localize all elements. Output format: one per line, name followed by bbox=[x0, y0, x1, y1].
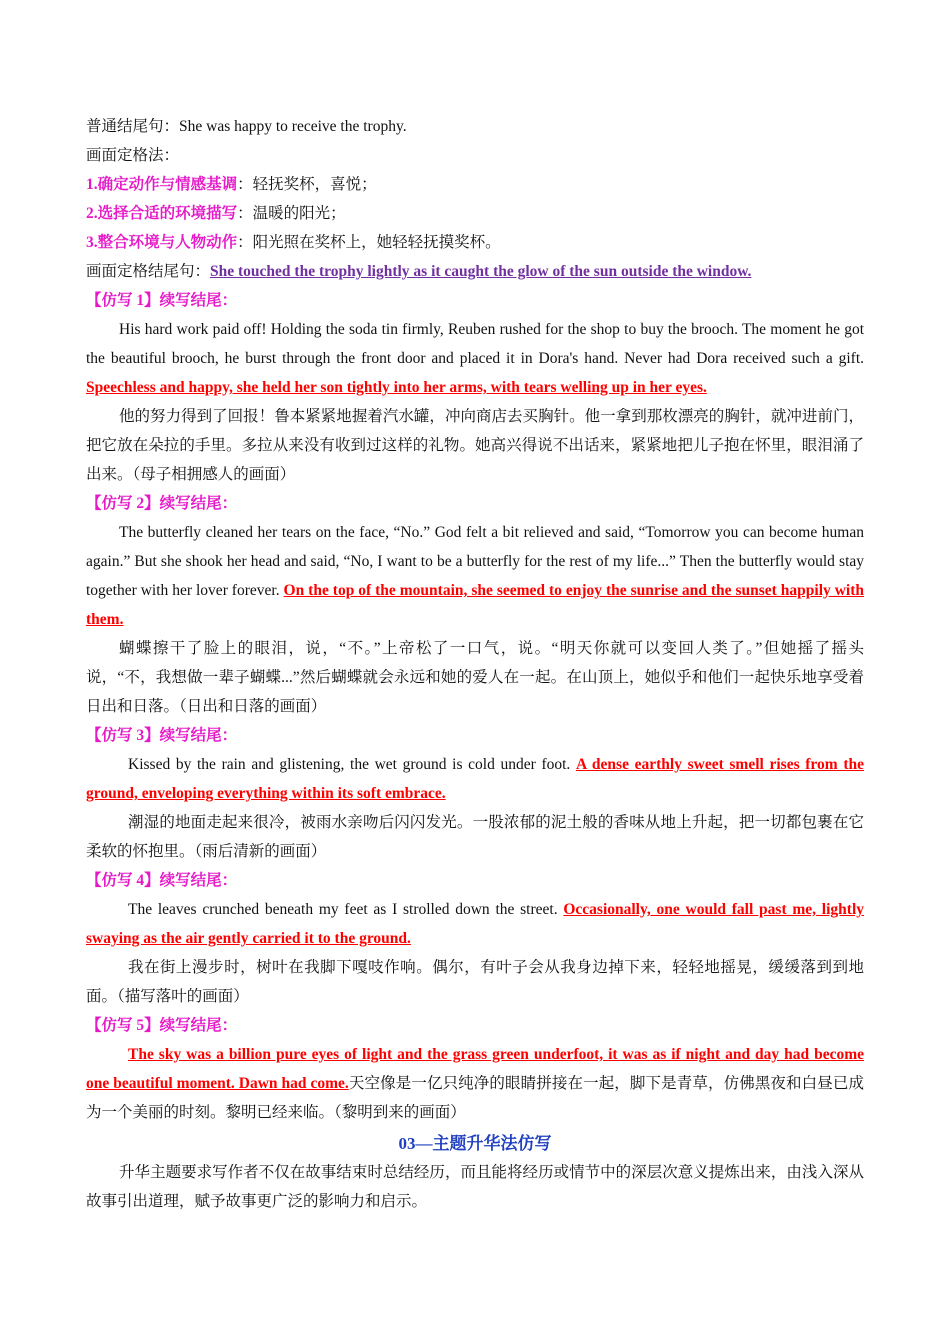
example-5-chinese: 天空像是一亿只纯净的眼睛拼接在一起，脚下是青草，仿佛黑夜和白昼已成为一个美丽的时刻。黎明已经来临。（黎明到来的画面） bbox=[86, 1075, 864, 1121]
example-3-plain: Kissed by the rain and glistening, the wet ground is cold under foot. bbox=[128, 756, 576, 773]
example-2-english bbox=[86, 518, 864, 634]
step-2-label: 2.选择合适的环境描写 bbox=[86, 205, 238, 222]
step-1-text: ：轻抚奖杯，喜悦； bbox=[237, 176, 377, 193]
step-1 bbox=[86, 170, 864, 199]
example-3-heading: 【仿写 3】续写结尾： bbox=[86, 727, 238, 744]
example-3-chinese: 潮湿的地面走起来很冷，被雨水亲吻后闪闪发光。一股浓郁的泥土般的香味从地上升起，把一切都包裹在它柔软的怀抱里。（雨后清新的画面） bbox=[86, 814, 864, 860]
example-1-highlight: Speechless and happy, she held her son tightly into her arms, with tears welling up in her eyes. bbox=[86, 379, 707, 396]
example-5-body bbox=[86, 1040, 864, 1127]
ordinary-ending-label: 普通结尾句： bbox=[86, 118, 180, 135]
example-5-highlight: The sky was a billion pure eyes of light and the grass green underfoot, it was as if night and day had become one beautiful moment. Dawn had come. bbox=[86, 1046, 864, 1092]
final-sentence-text: She touched the trophy lightly as it caught the glow of the sun outside the window. bbox=[210, 263, 752, 280]
step-2 bbox=[86, 199, 864, 228]
step-1-label: 1.确定动作与情感基调 bbox=[86, 176, 238, 193]
example-4-english bbox=[86, 895, 864, 953]
step-3-label: 3.整合环境与人物动作 bbox=[86, 234, 238, 251]
ordinary-ending-line bbox=[86, 112, 864, 141]
section-body: 升华主题要求写作者不仅在故事结束时总结经历，而且能将经历或情节中的深层次意义提炼出来，由浅入深从故事引出道理，赋予故事更广泛的影响力和启示。 bbox=[86, 1164, 864, 1210]
step-2-text: ：温暖的阳光； bbox=[237, 205, 346, 222]
example-2-plain: The butterfly cleaned her tears on the face, “No.” God felt a bit relieved and said, “Tomorrow you can become human again.” But she shook her head and said, “No, I want to be a butterfly for the rest of my life...” Then the butterfly would stay together with her lover forever. bbox=[86, 524, 864, 599]
example-4-heading: 【仿写 4】续写结尾： bbox=[86, 872, 238, 889]
example-2-chinese: 蝴蝶擦干了脸上的眼泪，说，“不。”上帝松了一口气，说。“明天你就可以变回人类了。”但她摇了摇头说，“不，我想做一辈子蝴蝶...”然后蝴蝶就会永远和她的爱人在一起。在山顶上，她似乎和他们一起快乐地享受着日出和日落。（日出和日落的画面） bbox=[86, 640, 864, 715]
ordinary-ending-text: She was happy to receive the trophy. bbox=[179, 118, 407, 135]
final-sentence-line bbox=[86, 257, 864, 286]
section-title: 03—主题升华法仿写 bbox=[398, 1134, 552, 1153]
step-3 bbox=[86, 228, 864, 257]
example-4-highlight: Occasionally, one would fall past me, lightly swaying as the air gently carried it to the ground. bbox=[86, 901, 864, 947]
example-3-english bbox=[86, 750, 864, 808]
example-3-highlight: A dense earthly sweet smell rises from the ground, enveloping everything within its soft embrace. bbox=[86, 756, 864, 802]
document-page bbox=[86, 112, 864, 1216]
example-2-highlight: On the top of the mountain, she seemed to enjoy the sunrise and the sunset happily with them. bbox=[86, 582, 864, 628]
example-1-english bbox=[86, 315, 864, 402]
example-4-plain: The leaves crunched beneath my feet as I strolled down the street. bbox=[128, 901, 564, 918]
method-label: 画面定格法： bbox=[86, 147, 180, 164]
final-sentence-label: 画面定格结尾句： bbox=[86, 263, 211, 280]
example-1-plain: His hard work paid off! Holding the soda tin firmly, Reuben rushed for the shop to buy the brooch. The moment he got the beautiful brooch, he burst through the front door and placed it in Dora's hand. Never had Dora received such a gift. bbox=[86, 321, 864, 367]
example-4-chinese: 我在街上漫步时，树叶在我脚下嘎吱作响。偶尔，有叶子会从我身边掉下来，轻轻地摇晃，缓缓落到到地面。（描写落叶的画面） bbox=[86, 959, 864, 1005]
example-1-chinese: 他的努力得到了回报！鲁本紧紧地握着汽水罐，冲向商店去买胸针。他一拿到那枚漂亮的胸针，就冲进前门，把它放在朵拉的手里。多拉从来没有收到过这样的礼物。她高兴得说不出话来，紧紧地把儿子抱在怀里，眼泪涌了出来。（母子相拥感人的画面） bbox=[86, 408, 864, 483]
example-1-heading: 【仿写 1】续写结尾： bbox=[86, 292, 238, 309]
example-2-heading: 【仿写 2】续写结尾： bbox=[86, 495, 238, 512]
example-5-heading: 【仿写 5】续写结尾： bbox=[86, 1017, 238, 1034]
step-3-text: ：阳光照在奖杯上，她轻轻抚摸奖杯。 bbox=[237, 234, 501, 251]
